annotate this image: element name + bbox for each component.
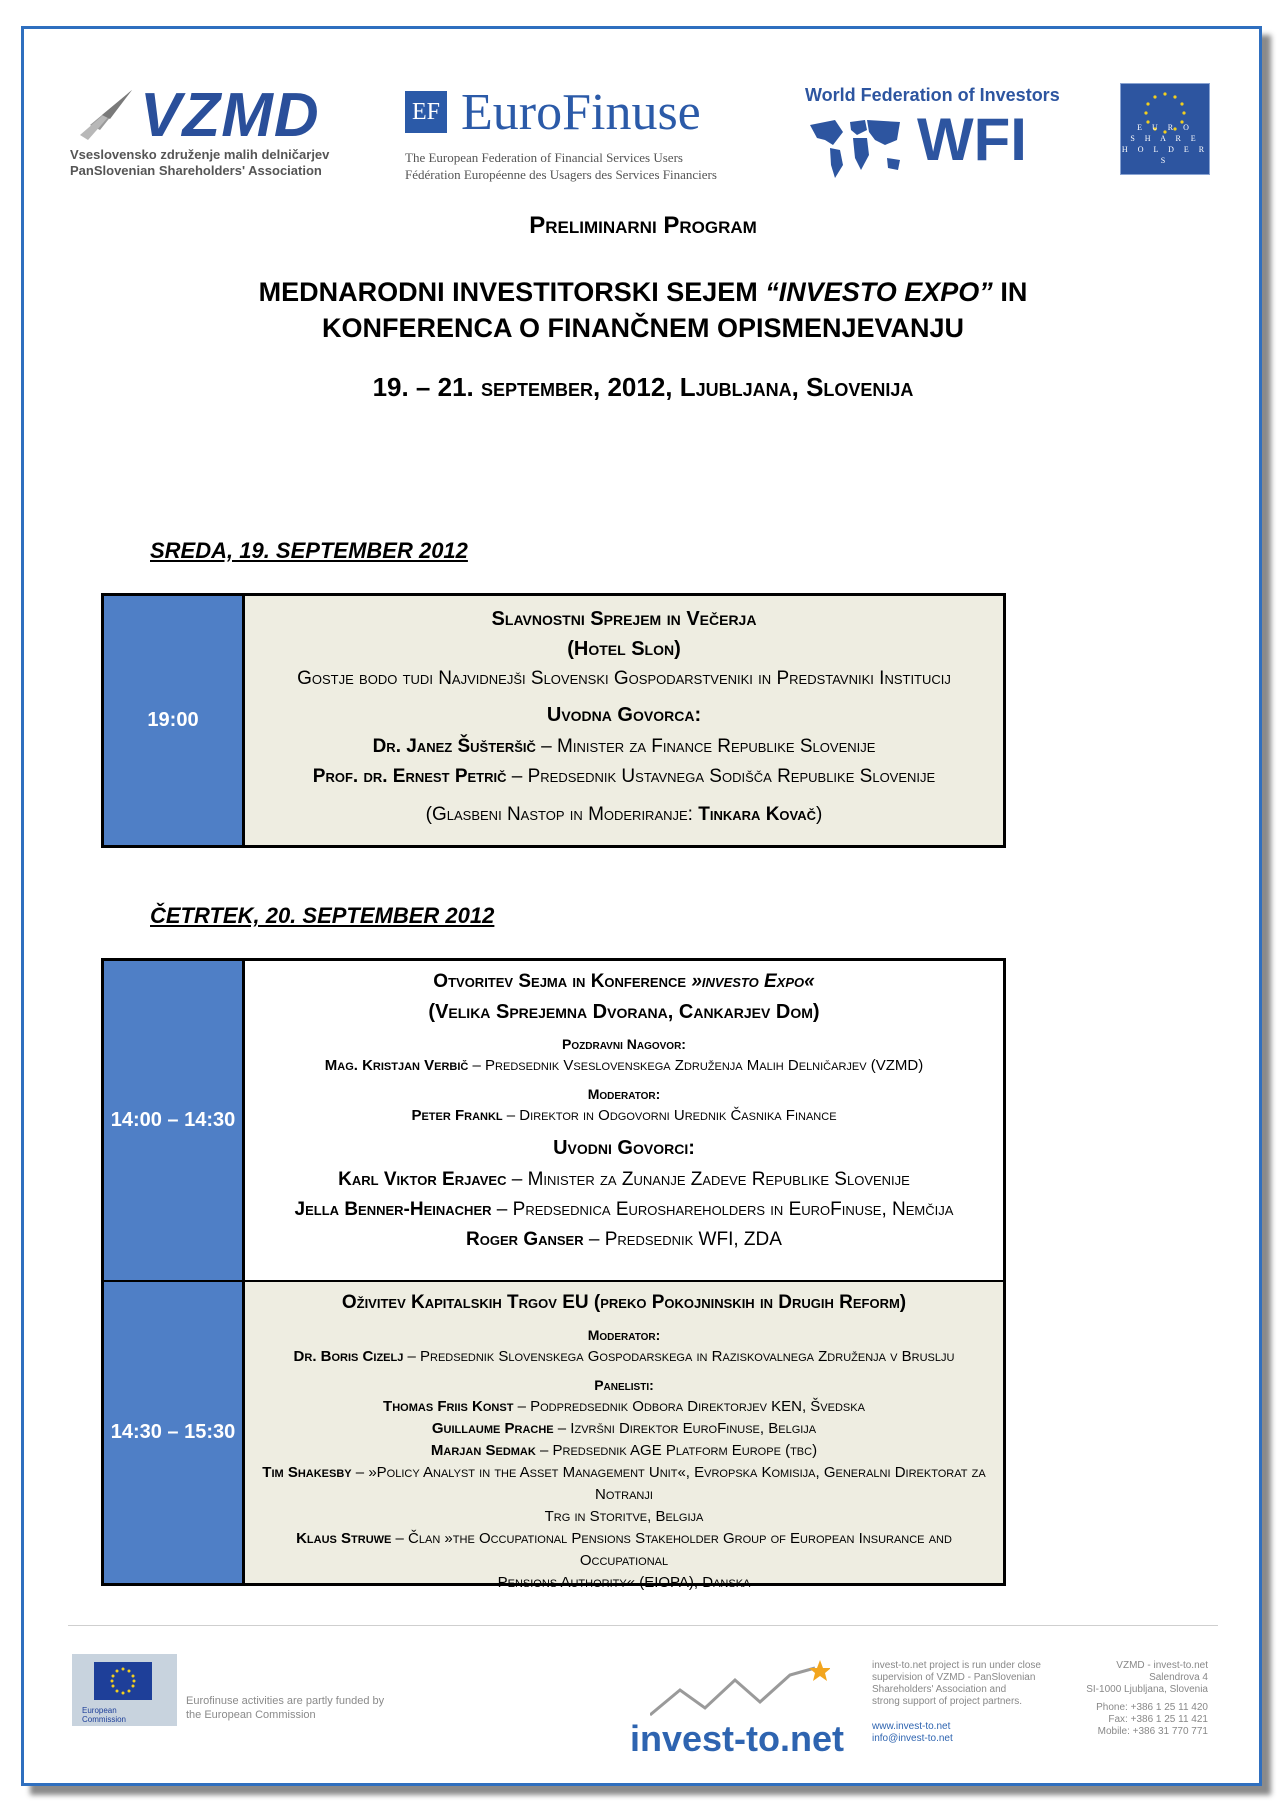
greeting-label: Pozdravni Nagovor: (562, 1036, 686, 1052)
eu-flag-stars-icon (94, 1662, 152, 1700)
eu-caption: European Commission (82, 1706, 127, 1724)
project-links (872, 1721, 953, 1745)
speaker-line: Prof. dr. Ernest Petrič – Predsednik Ustavnega Sodišča Republike Slovenije (312, 766, 936, 787)
speaker-line: Roger Ganser – Predsednik WFI, ZDA (466, 1229, 782, 1250)
panelist-line-cont: Pensions Authority« (EIOPA), Danska (497, 1574, 751, 1591)
speakers-label: Uvodna Govorca: (546, 704, 702, 726)
session-guests: Gostje bodo tudi Najvidnejši Slovenski Gospodarstveniki in Predstavniki Institucij (297, 668, 951, 689)
session-content (245, 596, 1003, 845)
euroshareholders-text: E U R O S H A R E H O L D E R S (1121, 123, 1209, 165)
panelist-line: Marjan Sedmak – Predsednik AGE Platform Europe (tbc) (430, 1442, 818, 1459)
panelist-line: Thomas Friis Konst – Podpredsednik Odbora Direktorjev KEN, Švedska (383, 1398, 865, 1415)
moderator-label: Moderator: (587, 1086, 661, 1102)
event-title-line1: MEDNARODNI INVESTITORSKI SEJEM “INVESTO EXPO” IN (258, 277, 1028, 307)
speakers-label: Uvodni Govorci: (553, 1137, 695, 1159)
world-map-icon (805, 110, 905, 180)
session-time: 14:00 – 14:30 (104, 961, 245, 1280)
wfi-full-name: World Federation of Investors (805, 85, 1060, 105)
greeting-line: Mag. Kristjan Verbič – Predsednik Vseslovenskega Združenja Malih Delničarjev (VZMD) (324, 1057, 924, 1074)
day2-schedule-table (101, 958, 1006, 1591)
wfi-acronym: WFI (917, 106, 1027, 173)
speaker-line: Dr. Janez Šušteršič – Minister za Finance Republike Slovenije (372, 736, 876, 757)
project-info: invest-to.net project is run under close supervision of VZMD - PanSlovenian Shareholders' Association and strong support of project partners. (872, 1660, 1041, 1707)
vzmd-name: VZMD (140, 81, 320, 150)
panelist-line: Guillaume Prache – Izvršni Direktor EuroFinuse, Belgija (431, 1420, 817, 1437)
session-venue: (Hotel Slon) (567, 638, 681, 660)
ef-mark: EF (405, 91, 447, 133)
vzmd-logo (70, 81, 355, 180)
session-content (245, 961, 1003, 1280)
panelist-line-cont: Trg in Storitve, Belgija (544, 1508, 704, 1525)
moderator-line: Dr. Boris Cizelj – Predsednik Slovenskega Gospodarskega in Raziskovalnega Združenja v Bruslju (293, 1348, 955, 1365)
panelist-line: Tim Shakesby – »Policy Analyst in the Asset Management Unit«, Evropska Komisija, Generalni Direktorat za Notranji (262, 1464, 986, 1503)
footer-divider (68, 1625, 1218, 1626)
euroshareholders-logo (1120, 83, 1210, 175)
session-venue: (Velika Sprejemna Dvorana, Cankarjev Dom) (428, 1001, 820, 1023)
session-title: Oživitev Kapitalskih Trgov EU (preko Pokojninskih in Drugih Reform) (341, 1292, 907, 1313)
schedule-row (104, 961, 1003, 1280)
music-moderation-line: (Glasbeni Nastop in Moderiranje: Tinkara Kovač) (425, 804, 823, 825)
speaker-line: Jella Benner-Heinacher – Predsednica Euroshareholders in EuroFinuse, Nemčija (294, 1199, 954, 1220)
event-title-line2: KONFERENCA O FINANČNEM OPISMENJEVANJU (321, 313, 965, 343)
contact-address: VZMD - invest-to.net Salendrova 4 SI-1000 Ljubljana, Slovenia Phone: +386 1 25 11 420 Fax: +386 1 25 11 421 Mobile: +386 31 770 771 (1086, 1660, 1208, 1737)
eurofinuse-subtitle-en: The European Federation of Financial Services Users (405, 150, 683, 165)
speaker-line: Karl Viktor Erjavec – Minister za Zunanje Zadeve Republike Slovenije (338, 1169, 910, 1190)
website-link[interactable]: www.invest-to.net (872, 1721, 951, 1732)
session-time: 19:00 (104, 596, 245, 845)
schedule-row (104, 1280, 1003, 1591)
vzmd-rays-icon (70, 85, 140, 147)
session-content (245, 1282, 1003, 1591)
schedule-row (104, 596, 1003, 845)
eurofinuse-subtitle-fr: Fédération Européenne des Usagers des Services Financiers (405, 167, 717, 182)
wfi-logo (805, 85, 1060, 185)
day2-heading: ČETRTEK, 20. SEPTEMBER 2012 (150, 903, 495, 928)
invest-to-net-logo (630, 1660, 845, 1759)
panelist-line: Klaus Struwe – Član »the Occupational Pensions Stakeholder Group of European Insurance and Occupational (296, 1530, 952, 1569)
preliminary-program-heading: Preliminarni Program (529, 212, 757, 239)
day1-schedule-table (101, 593, 1006, 848)
vzmd-subtitle-sl: Vseslovensko združenje malih delničarjev (70, 147, 330, 162)
session-title: Slavnostni Sprejem in Večerja (491, 608, 757, 630)
eu-funding-note: Eurofinuse activities are partly funded by the European Commission (186, 1695, 385, 1721)
session-title: Otvoritev Sejma in Konference »investo Expo« (433, 971, 815, 992)
growth-chart-icon (650, 1660, 830, 1720)
eu-flag-icon (94, 1662, 152, 1700)
european-commission-logo (72, 1654, 177, 1726)
panelists-label: Panelisti: (594, 1377, 654, 1393)
logo-strip (50, 55, 1210, 195)
vzmd-subtitle-en: PanSlovenian Shareholders' Association (70, 163, 322, 178)
session-time: 14:30 – 15:30 (104, 1282, 245, 1583)
eurofinuse-logo (405, 85, 745, 185)
day1-heading: SREDA, 19. SEPTEMBER 2012 (150, 538, 468, 563)
invest-to-net-wordmark: invest-to.net (630, 1718, 845, 1759)
eurofinuse-name: EuroFinuse (461, 84, 701, 141)
email-link[interactable]: info@invest-to.net (872, 1733, 953, 1744)
event-title (0, 274, 1286, 346)
moderator-line: Peter Frankl – Direktor in Odgovorni Urednik Časnika Finance (411, 1107, 837, 1124)
moderator-label: Moderator: (587, 1327, 661, 1343)
event-dateline: 19. – 21. september, 2012, Ljubljana, Slovenija (372, 372, 914, 402)
